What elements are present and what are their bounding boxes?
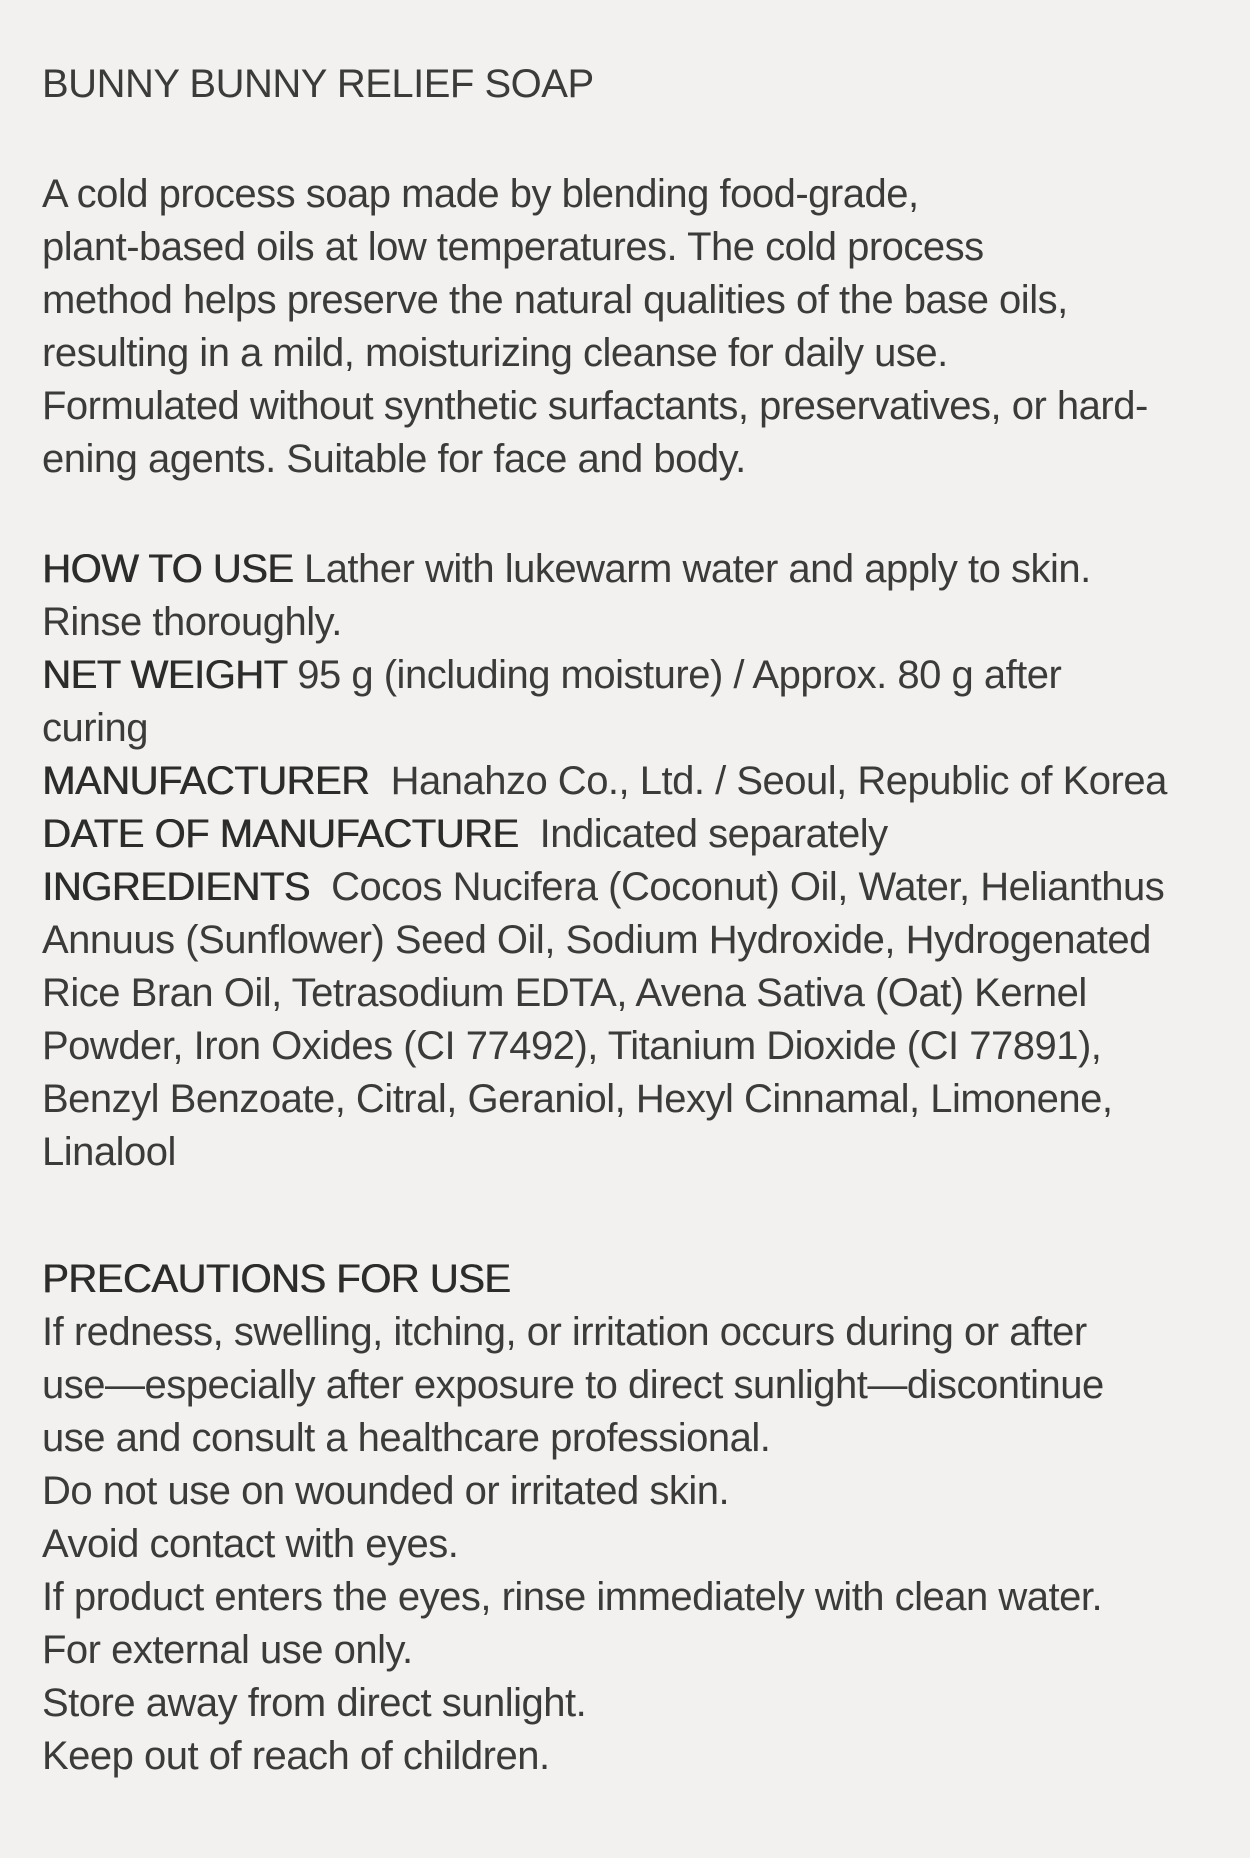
detail-text: Rinse thoroughly. [42,600,342,644]
detail-text: Indicated separately [518,812,888,856]
precaution-line: Avoid contact with eyes. [42,1522,459,1566]
precaution-line: If product enters the eyes, rinse immediately with clean water. [42,1575,1103,1619]
detail-text: Linalool [42,1130,176,1174]
intro-line: method helps preserve the natural qualities of the base oils, [42,278,1068,322]
intro-line: ening agents. Suitable for face and body. [42,437,746,481]
detail-text: Cocos Nucifera (Coconut) Oil, Water, Helianthus [309,865,1165,909]
precaution-line: Do not use on wounded or irritated skin. [42,1469,730,1513]
detail-line [42,1020,1222,1073]
detail-text: Hanahzo Co., Ltd. / Seoul, Republic of Korea [369,759,1167,803]
detail-text: Annuus (Sunflower) Seed Oil, Sodium Hydroxide, Hydrogenated [42,918,1151,962]
net-weight-label: NET WEIGHT [42,653,287,697]
precaution-line: use and consult a healthcare professional. [42,1416,771,1460]
how-to-use-label: HOW TO USE [42,547,294,591]
precautions-heading: PRECAUTIONS FOR USE [42,1257,511,1301]
detail-line-date-of-manufacture [42,808,1222,861]
detail-line-net-weight [42,649,1222,702]
detail-text: Benzyl Benzoate, Citral, Geraniol, Hexyl Cinnamal, Limonene, [42,1077,1113,1121]
precaution-line: Keep out of reach of children. [42,1734,550,1778]
detail-text: curing [42,706,148,750]
precaution-line: Store away from direct sunlight. [42,1681,587,1725]
detail-line [42,1126,1222,1179]
detail-line [42,702,1222,755]
ingredients-label: INGREDIENTS [42,865,310,909]
product-title: BUNNY BUNNY RELIEF SOAP [42,62,594,106]
detail-line-manufacturer [42,755,1222,808]
precautions-section [42,1253,1222,1783]
detail-text: 95 g (including moisture) / Approx. 80 g after [286,653,1062,697]
detail-text: Lather with lukewarm water and apply to skin. [293,547,1091,591]
intro-paragraph [42,168,1222,486]
precaution-line: For external use only. [42,1628,413,1672]
manufacturer-label: MANUFACTURER [42,759,370,803]
detail-line-how-to-use [42,543,1222,596]
date-of-manufacture-label: DATE OF MANUFACTURE [42,812,519,856]
detail-line-ingredients [42,861,1222,914]
intro-line: Formulated without synthetic surfactants, preservatives, or hard- [42,384,1148,428]
intro-line: plant-based oils at low temperatures. The cold process [42,225,984,269]
detail-line [42,1073,1222,1126]
product-details [42,543,1222,1179]
detail-line [42,914,1222,967]
detail-line [42,967,1222,1020]
detail-text: Rice Bran Oil, Tetrasodium EDTA, Avena Sativa (Oat) Kernel [42,971,1087,1015]
precaution-line: If redness, swelling, itching, or irritation occurs during or after [42,1310,1087,1354]
precaution-line: use—especially after exposure to direct sunlight—discontinue [42,1363,1104,1407]
intro-line: resulting in a mild, moisturizing cleanse for daily use. [42,331,948,375]
detail-line [42,596,1222,649]
detail-text: Powder, Iron Oxides (CI 77492), Titanium Dioxide (CI 77891), [42,1024,1102,1068]
intro-line: A cold process soap made by blending food-grade, [42,172,919,216]
